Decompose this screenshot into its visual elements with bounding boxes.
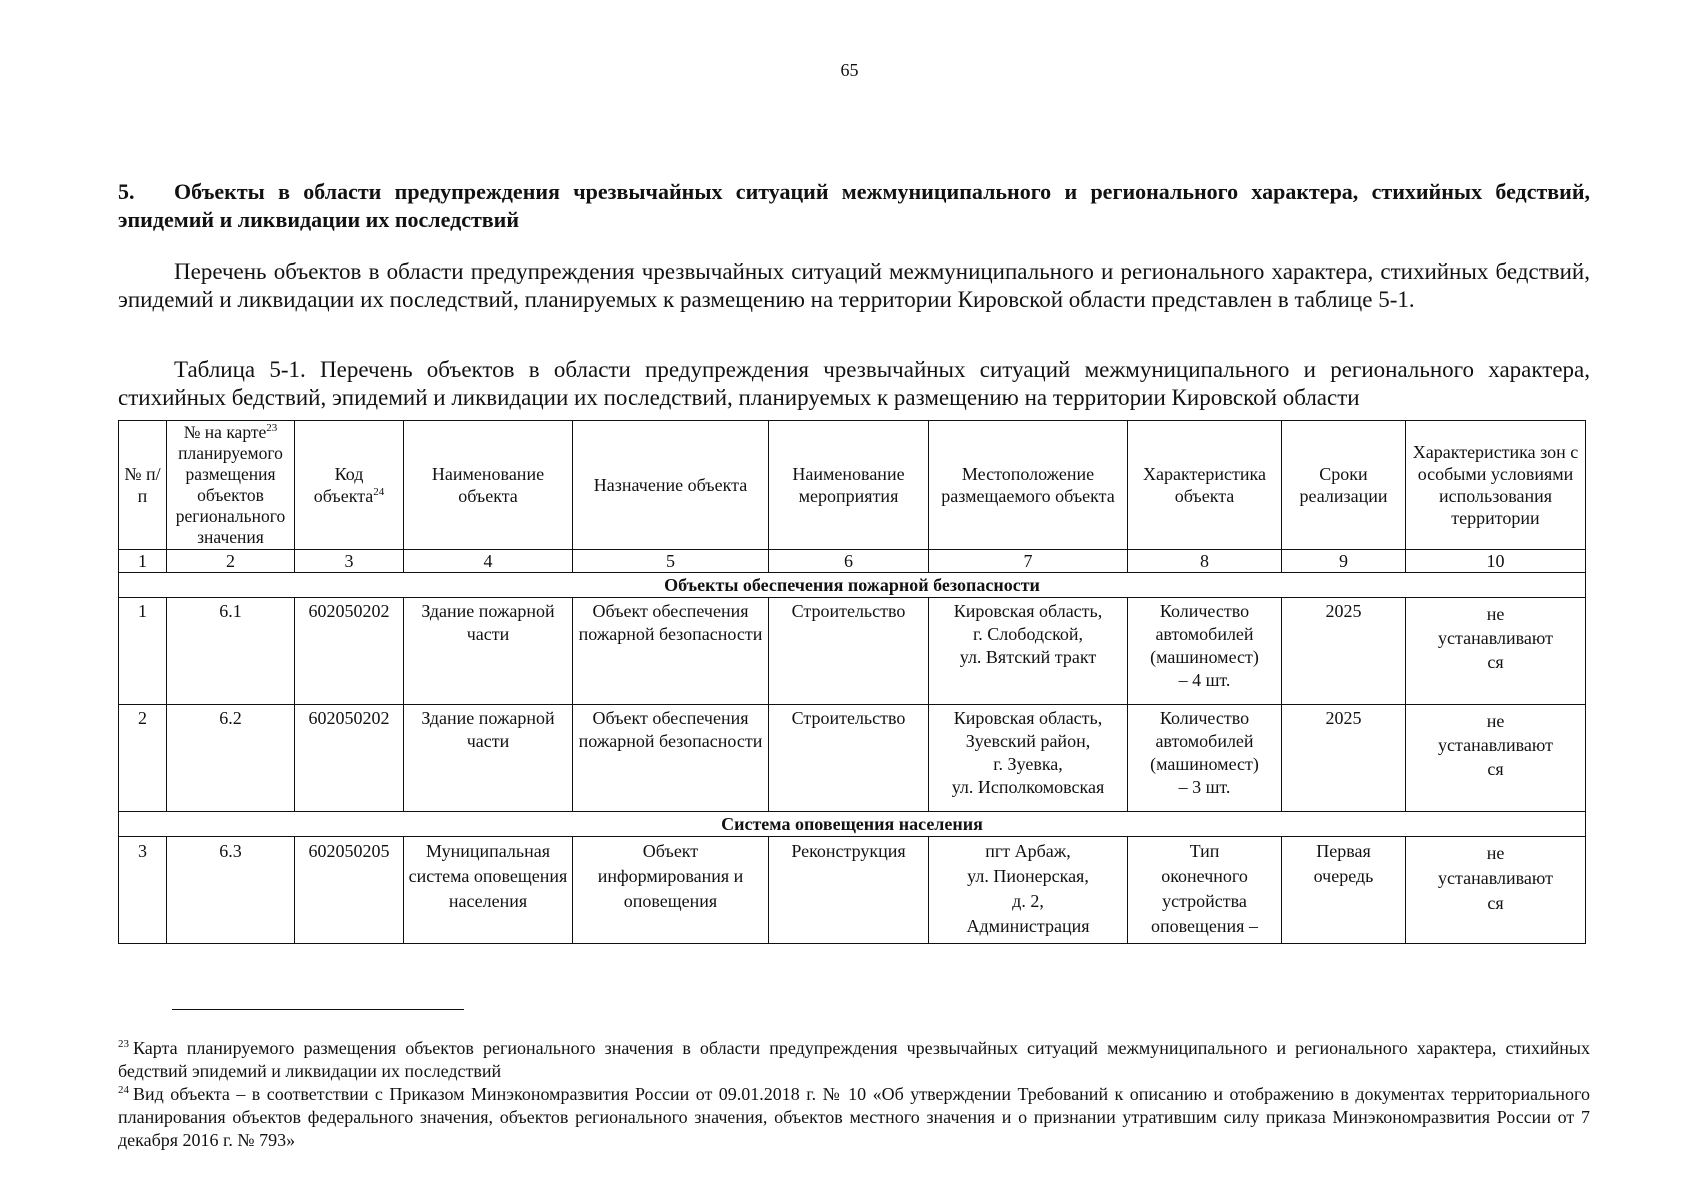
header-term: Сроки реализации bbox=[1282, 421, 1406, 550]
column-number: 7 bbox=[929, 550, 1128, 573]
column-number: 1 bbox=[119, 550, 167, 573]
cell-term: 2025 bbox=[1282, 598, 1406, 705]
cell-action: Строительство bbox=[769, 598, 929, 705]
cell-zones: не устанавливают ся bbox=[1406, 705, 1586, 812]
cell-zones: не устанавливают ся bbox=[1406, 598, 1586, 705]
table-row bbox=[119, 598, 1586, 705]
footnote-mark: 23 bbox=[118, 1038, 129, 1050]
footnote-mark: 24 bbox=[118, 1084, 129, 1096]
cell-purpose: Объект информирования и оповещения bbox=[573, 837, 769, 944]
cell-characteristic: Количество автомобилей (машиномест) – 4 шт. bbox=[1128, 598, 1282, 705]
cell-term: Первая очередь bbox=[1282, 837, 1406, 944]
footnote-divider bbox=[172, 1009, 464, 1010]
cell-action: Строительство bbox=[769, 705, 929, 812]
intro-paragraph: Перечень объектов в области предупреждения чрезвычайных ситуаций межмуниципального и регионального характера, стихийных бедствий, эпидемий и ликвидации их последствий, планируемых к размещению на территории Кировской области представлен в таблице 5-1. bbox=[118, 259, 1590, 312]
header-code: Код объекта$^{24}$ bbox=[295, 421, 404, 550]
footnote-text: Вид объекта – в соответствии с Приказом Минэкономразвития России от 09.01.2018 г. № 10 «Об утверждении Требований к описанию и отображению в документах территориального планирования объектов федерального значения, объектов регионального значения, объектов местного значения и о признании утратившим силу приказа Минэкономразвития России от 7 декабря 2016 г. № 793» bbox=[118, 1084, 1590, 1150]
section-title-alert-system: Система оповещения населения bbox=[119, 812, 1586, 837]
table-row bbox=[119, 705, 1586, 812]
cell-location: Кировская область, Зуевский район, г. Зуевка, ул. Исполкомовская bbox=[929, 705, 1128, 812]
column-number: 9 bbox=[1282, 550, 1406, 573]
header-location: Местоположение размещаемого объекта bbox=[929, 421, 1128, 550]
cell-purpose: Объект обеспечения пожарной безопасности bbox=[573, 705, 769, 812]
cell-characteristic: Количество автомобилей (машиномест) – 3 шт. bbox=[1128, 705, 1282, 812]
section-title: Объекты в области предупреждения чрезвычайных ситуаций межмуниципального и регионального характера, стихийных бедствий, эпидемий и ликвидации их последствий bbox=[118, 179, 1590, 232]
header-name: Наименование объекта bbox=[404, 421, 573, 550]
page-number: 65 bbox=[840, 60, 859, 80]
cell-term: 2025 bbox=[1282, 705, 1406, 812]
header-purpose: Назначение объекта bbox=[573, 421, 769, 550]
table-row bbox=[119, 837, 1586, 944]
cell-code: 602050202 bbox=[295, 598, 404, 705]
cell-map-no: 6.3 bbox=[167, 837, 295, 944]
footnote-24 bbox=[118, 1083, 1590, 1152]
cell-action: Реконструкция bbox=[769, 837, 929, 944]
objects-table bbox=[118, 420, 1586, 944]
cell-purpose: Объект обеспечения пожарной безопасности bbox=[573, 598, 769, 705]
column-number: 4 bbox=[404, 550, 573, 573]
header-map-no: № на карте$^{23}$ планируемого размещения объектов регионального значения bbox=[167, 421, 295, 550]
column-number: 8 bbox=[1128, 550, 1282, 573]
footnote-text: Карта планируемого размещения объектов регионального значения в области предупреждения чрезвычайных ситуаций межмуниципального и регионального характера, стихийных бедствий эпидемий и ликвидации их последствий bbox=[118, 1038, 1590, 1081]
cell-location: пгт Арбаж, ул. Пионерская, д. 2, Администрация bbox=[929, 837, 1128, 944]
cell-location: Кировская область, г. Слободской, ул. Вятский тракт bbox=[929, 598, 1128, 705]
column-number-row bbox=[119, 550, 1586, 573]
cell-name: Муниципальная система оповещения населения bbox=[404, 837, 573, 944]
table-caption: Таблица 5-1. Перечень объектов в области предупреждения чрезвычайных ситуаций межмуниципального и регионального характера, стихийных бедствий, эпидемий и ликвидации их последствий, планируемых к размещению на территории Кировской области bbox=[118, 357, 1590, 410]
cell-code: 602050202 bbox=[295, 705, 404, 812]
cell-map-no: 6.2 bbox=[167, 705, 295, 812]
header-characteristic: Характеристика объекта bbox=[1128, 421, 1282, 550]
footnotes bbox=[118, 1037, 1590, 1152]
cell-name: Здание пожарной части bbox=[404, 598, 573, 705]
cell-n: 3 bbox=[119, 837, 167, 944]
column-number: 5 bbox=[573, 550, 769, 573]
section-row bbox=[119, 812, 1586, 837]
column-number: 10 bbox=[1406, 550, 1586, 573]
section-title-fire-safety: Объекты обеспечения пожарной безопасности bbox=[119, 573, 1586, 598]
column-number: 2 bbox=[167, 550, 295, 573]
cell-map-no: 6.1 bbox=[167, 598, 295, 705]
column-number: 6 bbox=[769, 550, 929, 573]
cell-zones: не устанавливают ся bbox=[1406, 837, 1586, 944]
header-n: № п/п bbox=[119, 421, 167, 550]
cell-n: 2 bbox=[119, 705, 167, 812]
section-number: 5. bbox=[118, 179, 135, 204]
column-number: 3 bbox=[295, 550, 404, 573]
cell-n: 1 bbox=[119, 598, 167, 705]
section-row bbox=[119, 573, 1586, 598]
cell-name: Здание пожарной части bbox=[404, 705, 573, 812]
header-zones: Характеристика зон с особыми условиями использования территории bbox=[1406, 421, 1586, 550]
header-row bbox=[119, 421, 1586, 550]
header-action: Наименование мероприятия bbox=[769, 421, 929, 550]
footnote-23 bbox=[118, 1037, 1590, 1083]
cell-characteristic: Тип оконечного устройства оповещения – bbox=[1128, 837, 1282, 944]
cell-code: 602050205 bbox=[295, 837, 404, 944]
section-heading bbox=[118, 178, 1590, 234]
